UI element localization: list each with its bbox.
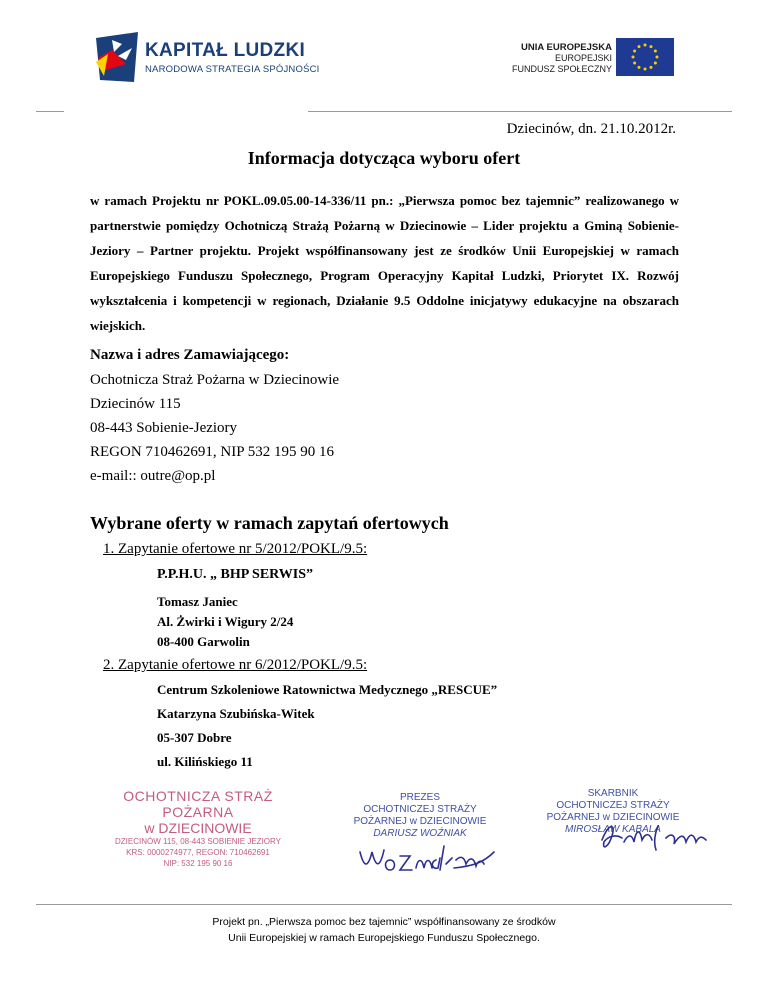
buyer-line: 08-443 Sobienie-Jeziory [90,420,238,436]
buyer-line: Ochotnicza Straż Pożarna w Dziecinowie [90,372,340,388]
eu-line-1: UNIA EUROPEJSKA [521,42,612,53]
eu-star-icon [656,56,659,59]
eu-star-icon [644,44,647,47]
stamp-line: w DZIECINOWIE [144,820,252,836]
stamp-line: NIP: 532 195 90 16 [163,859,233,868]
eu-star-icon [654,62,657,65]
stamp-line: POŻARNEJ w DZIECINOWIE [353,816,487,827]
stamp-line: MIROSŁAW KABALA [565,824,661,835]
eu-label [512,42,612,75]
stamp-line: OCHOTNICZA STRAŻ POŻARNA [123,788,273,820]
eu-line-3: FUNDUSZ SPOŁECZNY [511,64,612,74]
eu-star-icon [638,45,641,48]
eu-star-icon [650,66,653,69]
supplier-name: P.P.H.U. „ BHP SERWIS” [157,567,314,582]
eu-line-2: EUROPEJSKI [554,53,612,63]
supplier-line: Al. Żwirki i Wigury 2/24 [157,614,294,629]
supplier-line: Tomasz Janiec [157,594,238,609]
eu-flag-icon [616,38,674,76]
stamp-line: DARIUSZ WOŹNIAK [373,828,467,839]
date-line: Dziecinów, dn. 21.10.2012r. [506,121,676,137]
stamp-line: KRS: 0000274977, REGON: 710462691 [126,848,270,857]
stamp-line: OCHOTNICZEJ STRAŻY [363,804,477,815]
request-label: 2. Zapytanie ofertowe nr 6/2012/POKL/9.5: [103,657,368,673]
eu-star-icon [633,50,636,53]
stamp-line: OCHOTNICZEJ STRAŻY [556,800,670,811]
header-rule-left [36,111,64,112]
header-rule-right [308,111,732,112]
supplier-line: ul. Kilińskiego 11 [157,754,253,769]
intro-paragraph: w ramach Projektu nr POKL.09.05.00-14-336/11 pn.: „Pierwsza pomoc bez tajemnic” realizowanego w partnerstwie pomiędzy Ochotniczą Strażą Pożarną w Dziecinowie – Lider projektu a Gminą Sobienie-Jeziory – Partner projektu. Projekt współfinansowany jest ze środków Unii Europejskiej w ramach Europejskiego Funduszu Społecznego, Program Operacyjny Kapitał Ludzki, Priorytet IX. Rozwój wykształcenia i kompetencji w regionach, Działanie 9.5 Oddolne inicjatywy edukacyjne na obszarach wiejskich. [90,193,679,333]
eu-star-icon [632,56,635,59]
buyer-email: e-mail:: outre@op.pl [90,468,216,484]
stamp-line: SKARBNIK [587,788,639,799]
document-title: Informacja dotycząca wyboru ofert [247,148,521,168]
kapital-ludzki-title: KAPITAŁ LUDZKI [145,40,306,61]
supplier-name: Centrum Szkoleniowe Ratownictwa Medycznego „RESCUE” [157,682,498,697]
footer [0,914,768,946]
stamp-line: POŻARNEJ w DZIECINOWIE [546,812,680,823]
prezes-stamp [350,792,490,839]
stamp-line: PREZES [399,792,440,803]
kapital-ludzki-subtitle: NARODOWA STRATEGIA SPÓJNOŚCI [145,64,320,75]
footer-line-2: Unii Europejskiej w ramach Europejskiego Funduszu Społecznego. [228,932,540,944]
request-label: 1. Zapytanie ofertowe nr 5/2012/POKL/9.5: [103,541,368,557]
eu-star-icon [638,66,641,69]
supplier-line: 05-307 Dobre [157,730,232,745]
osp-stamp [108,788,288,869]
selected-offers-heading: Wybrane oferty w ramach zapytań ofertowych [90,513,449,533]
footer-rule [36,904,732,905]
footer-line-1: Projekt pn. „Pierwsza pomoc bez tajemnic” współfinansowany ze środków [212,916,556,928]
supplier-line: 08-400 Garwolin [157,634,250,649]
skarbnik-signature [596,818,716,854]
supplier-line: Katarzyna Szubińska-Witek [157,706,315,721]
buyer-line: Dziecinów 115 [90,396,181,412]
eu-star-icon [650,45,653,48]
eu-star-icon [654,50,657,53]
eu-star-icon [633,62,636,65]
buyer-heading: Nazwa i adres Zamawiającego: [90,347,290,363]
stamp-line: DZIECINÓW 115, 08-443 SOBIENIE JEZIORY [115,837,281,846]
prezes-signature [356,838,506,872]
buyer-line: REGON 710462691, NIP 532 195 90 16 [90,444,335,460]
eu-star-icon [644,68,647,71]
